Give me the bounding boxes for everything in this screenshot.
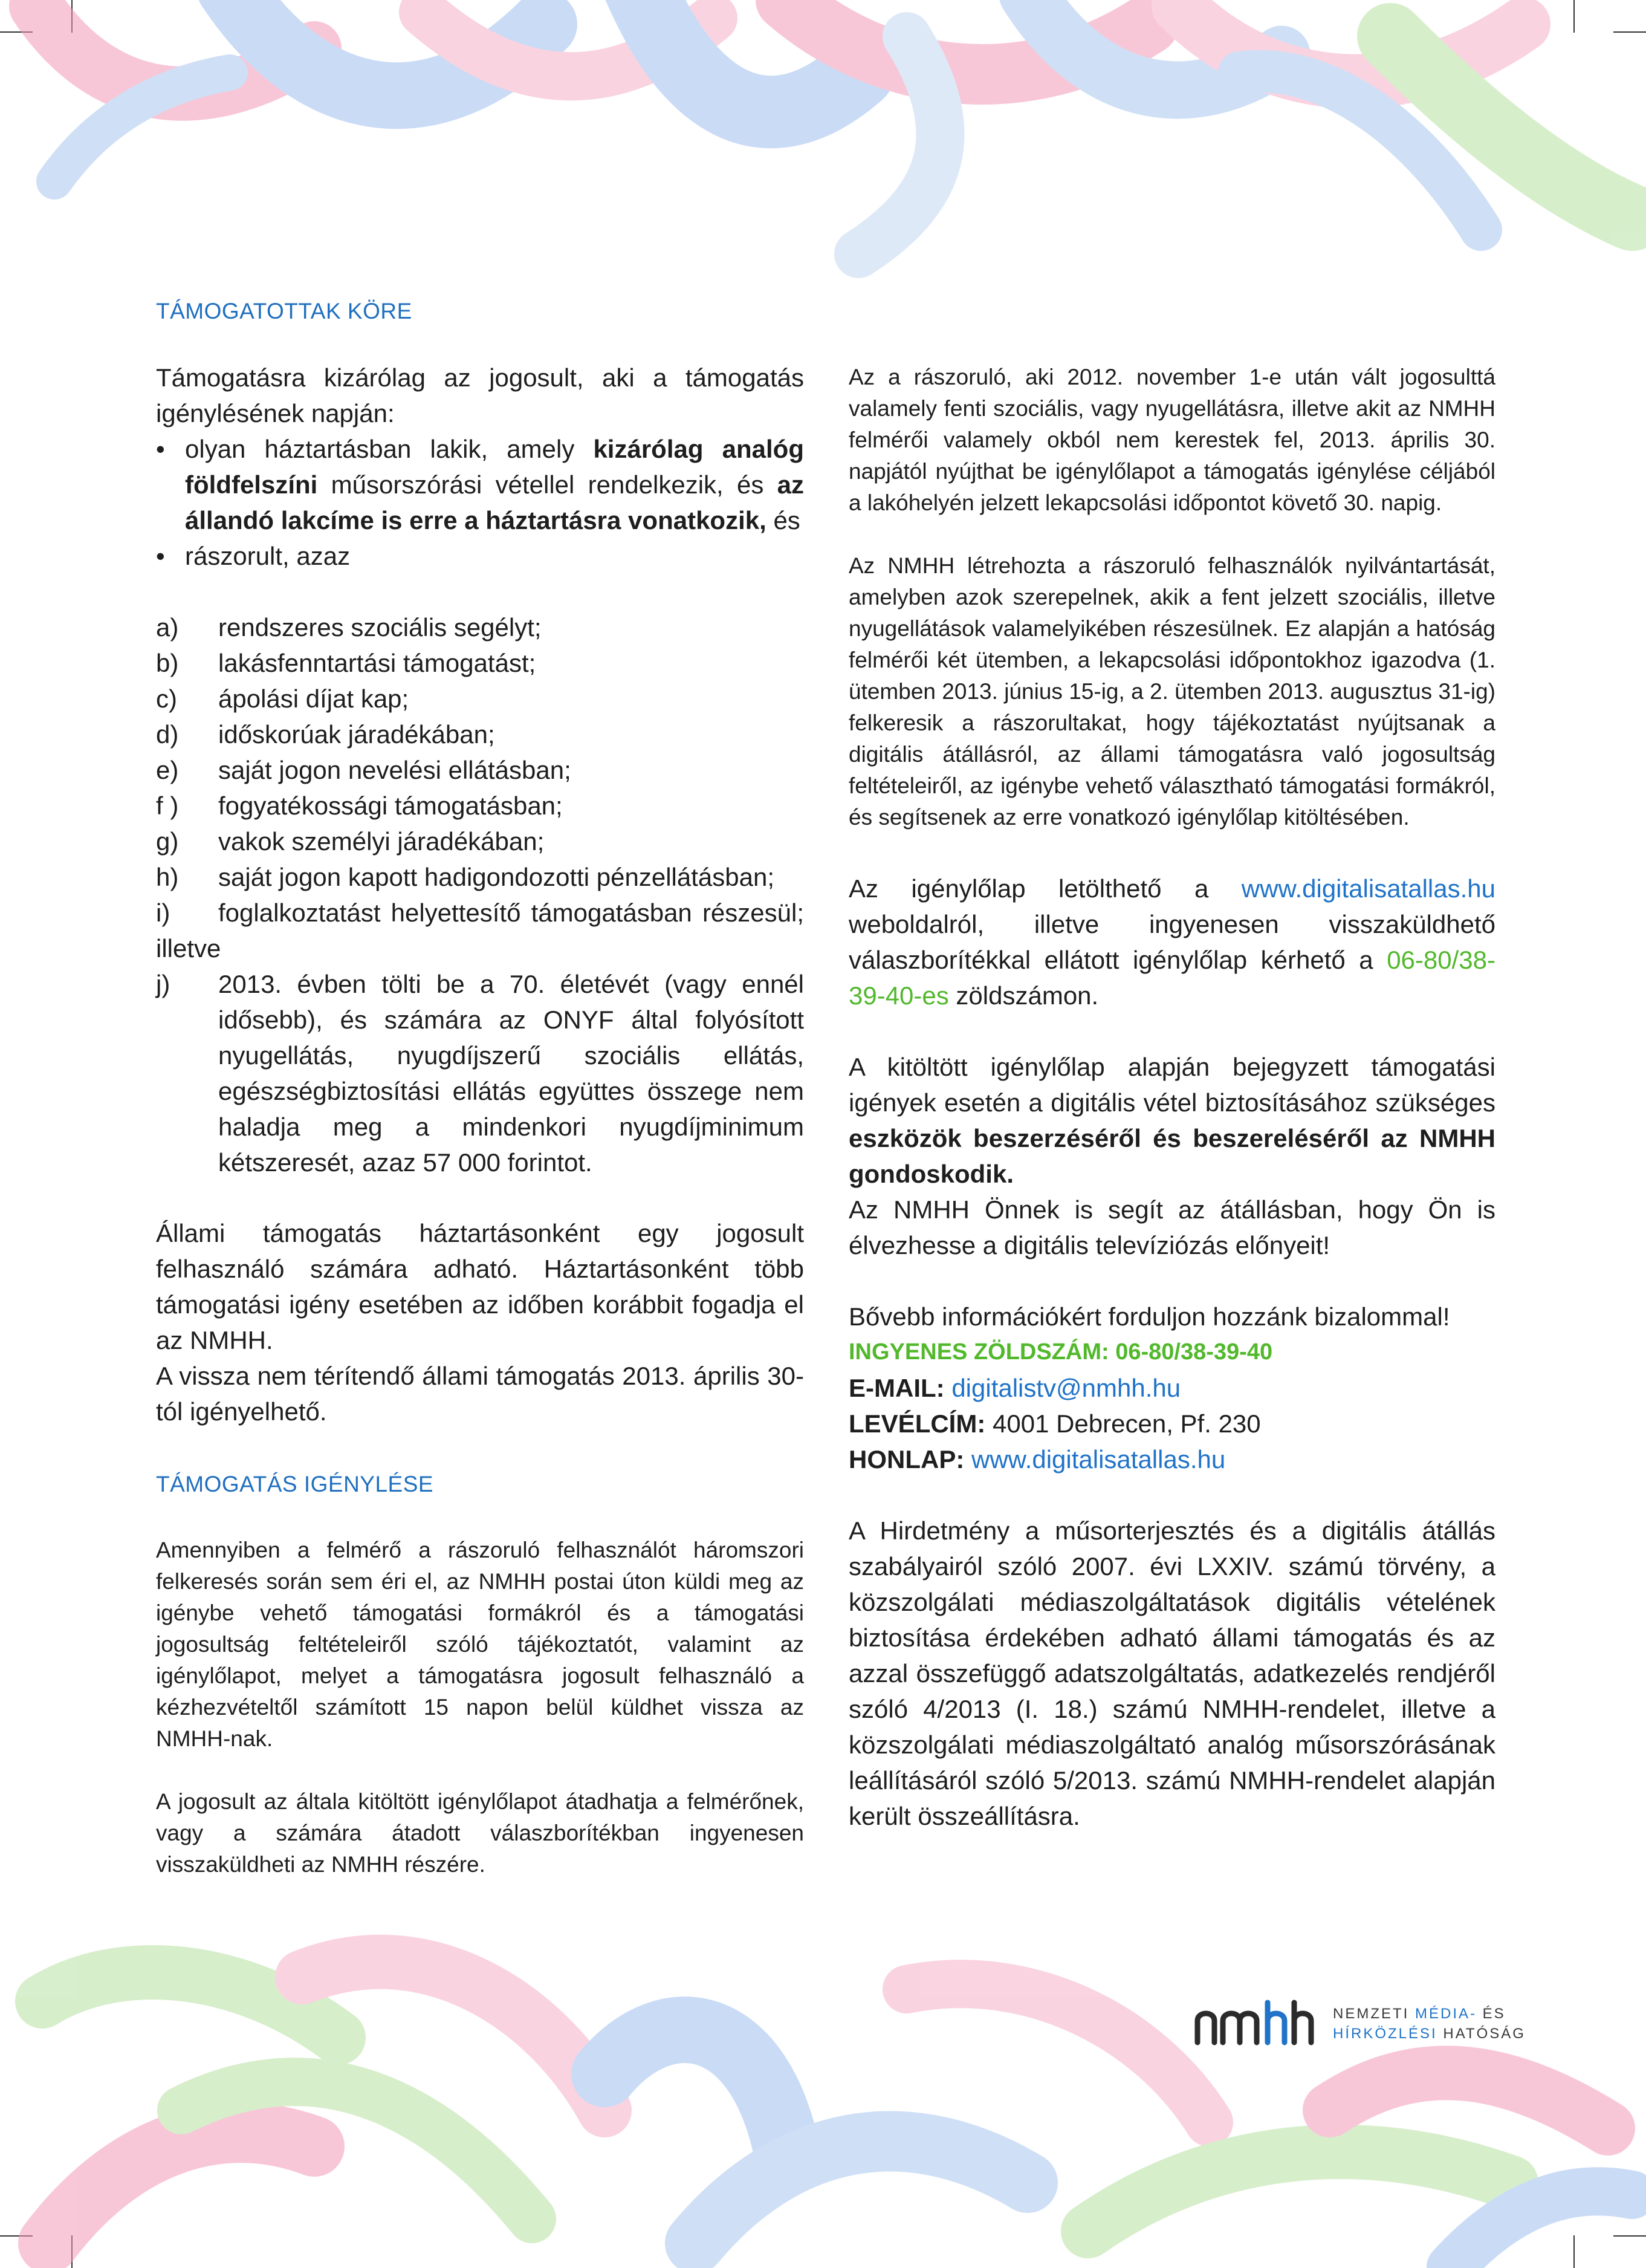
section-heading-tamogatottak: TÁMOGATOTTAK KÖRE (156, 299, 412, 323)
paragraph: A kitöltött igénylőlap alapján bejegyzett támogatási igények esetén a digitális vétel biztosításához szükséges eszközök beszerzéséről és beszereléséről az NMHH gondoskodik. (849, 1053, 1495, 1188)
list-item: b) lakásfenntartási támogatást; (156, 649, 536, 677)
paragraph: Az a rászoruló, aki 2012. november 1-e után vált jogosulttá valamely fenti szociális, vagy nyugellátásra, illetve akit az NMHH felmérői valamely okból nem kerestek fel, 2013. április 30. napjától nyújthat be igénylőlapot a támogatás igénylése céljából a lakóhelyén jelzett lekapcsolási időpontot követő 30. napig. (849, 365, 1495, 515)
paragraph: Az igénylőlap letölthető a www.digitalisatallas.hu weboldalról, illetve ingyenesen visszaküldhető válaszborítékkal ellátott igénylőlap kérhető a 06-80/38-39-40-es zöldszámon. (849, 874, 1495, 1010)
paragraph: Amennyiben a felmérő a rászoruló felhasználót háromszori felkeresés során sem éri el, az NMHH postai úton küldi meg az igénybe vehető támogatási formákról és a támogatási jogosultság feltételeiről szóló tájékoztatót, valamint az igénylőlapot, melyet a támogatásra jogosult felhasználó a kézhezvételtől számított 15 napon belül küldhet vissza az NMHH-nak. (156, 1538, 804, 1751)
right-column (849, 290, 1495, 1834)
paragraph: Az NMHH Önnek is segít az átállásban, hogy Ön is élvezhesse a digitális televíziózás előnyeit! (849, 1195, 1495, 1259)
bullet-text: rászorult, azaz (185, 542, 351, 570)
bullet-icon: • (156, 435, 165, 463)
contact-intro: Bővebb információkért forduljon hozzánk bizalommal! (849, 1302, 1450, 1331)
phone-number: 06-80/38-39-40-es (849, 946, 1495, 1010)
crop-mark (0, 2235, 33, 2237)
bullet-icon: • (156, 542, 165, 570)
list-item: d) időskorúak járadékában; (156, 720, 495, 749)
paragraph: Az NMHH létrehozta a rászoruló felhasználók nyilvántartását, amelyben azok szerepelnek, akik a fent jelzett szociális, illetve nyugellátások valamelyikében részesülnek. Ez alapján a hatóság felmérői két ütemben, a lekapcsolási időpontokhoz igazodva (1. ütemben 2013. június 15-ig, a 2. ütemben 2013. augusztus 31-ig) felkeresik a rászorultakat, hogy tájékoztatást nyújtsanak a digitális átállásról, az állami támogatásra való jogosultság feltételeiről, az igénybe vehető választható támogatási formákról, és segítsenek az erre vonatkozó igénylőlap kitöltésében. (849, 553, 1495, 830)
website-link[interactable]: www.digitalisatallas.hu (971, 1445, 1226, 1474)
crop-mark (1573, 2235, 1575, 2268)
intro-paragraph: Támogatásra kizárólag az jogosult, aki a támogatás igénylésének napján: (156, 363, 804, 427)
website-link[interactable]: www.digitalisatallas.hu (1241, 874, 1495, 903)
email-link[interactable]: digitalistv@nmhh.hu (951, 1374, 1181, 1402)
nmhh-logo (1193, 1999, 1526, 2047)
contact-email: E-MAIL: digitalistv@nmhh.hu (849, 1374, 1181, 1402)
crop-mark (0, 31, 33, 33)
top-ribbon-decoration (0, 0, 1646, 284)
list-item: i) foglalkoztatást helyettesítő támogatásban részesül; illetve (156, 898, 804, 963)
crop-mark (1613, 31, 1646, 33)
paragraph: A jogosult az általa kitöltött igénylőlapot átadhatja a felmérőnek, vagy a számára átadott válaszborítékban ingyenesen visszaküldheti az NMHH részére. (156, 1789, 804, 1877)
list-item: h) saját jogon kapott hadigondozotti pénzellátásban; (156, 863, 775, 891)
contact-web: HONLAP: www.digitalisatallas.hu (849, 1445, 1226, 1474)
crop-mark (1613, 2235, 1646, 2237)
list-item: f ) fogyatékossági támogatásban; (156, 791, 563, 820)
list-item: c) ápolási díjat kap; (156, 684, 409, 713)
list-item: e) saját jogon nevelési ellátásban; (156, 756, 571, 784)
bullet-text: olyan háztartásban lakik, amely kizárólag analóg földfelszíni műsorszórási vétellel rendelkezik, és az állandó lakcíme is erre a háztartásra vonatkozik, és (185, 435, 804, 535)
contact-post: LEVÉLCÍM: 4001 Debrecen, Pf. 230 (849, 1409, 1261, 1438)
bullet-item (156, 431, 804, 538)
logo-text: NEMZETI MÉDIA- ÉS HÍRKÖZLÉSI HATÓSÁG (1333, 2006, 1526, 2042)
legal-paragraph: A Hirdetmény a műsorterjesztés és a digitális átállás szabályairól szóló 2007. évi LXXIV. számú törvény, a közszolgálati médiaszolgáltatások digitális vételének biztosítása érdekében adható állami támogatás és az azzal összefüggő adatszolgáltatás, adatkezelés rendjéről szóló 4/2013 (I. 18.) számú NMHH-rendelet, illetve a közszolgálati médiaszolgáltató analóg műsorszórásának leállításáról szóló 5/2013. számú NMHH-rendelet alapján került összeállításra. (849, 1516, 1495, 1830)
crop-mark (71, 0, 73, 33)
list-item: g) vakok személyi járadékában; (156, 827, 545, 856)
bullet-item (156, 538, 804, 574)
bottom-ribbon-decoration (0, 1929, 1646, 2268)
support-type-list (156, 609, 804, 1180)
contact-block (849, 1299, 1495, 1477)
nmhh-logo-mark (1193, 1999, 1326, 2047)
crop-mark (71, 2235, 73, 2268)
crop-mark (1573, 0, 1575, 33)
list-item: j) 2013. évben tölti be a 70. életévét (vagy ennél idősebb), és számára az ONYF által folyósított nyugellátás, nyugdíjszerű szociális ellátás, egészségbiztosítási ellátás együttes összege nem haladja meg a mindenkori nyugdíjminimum kétszeresét, azaz 57 000 forintot. (156, 970, 804, 1177)
contact-phone: INGYENES ZÖLDSZÁM: 06-80/38-39-40 (849, 1339, 1273, 1365)
left-column (156, 290, 804, 1880)
paragraph: Állami támogatás háztartásonként egy jogosult felhasználó számára adható. Háztartásonként több támogatási igény esetében az időben korábbit fogadja el az NMHH. (156, 1219, 804, 1354)
list-item: a) rendszeres szociális segélyt; (156, 613, 542, 642)
paragraph: A vissza nem térítendő állami támogatás 2013. április 30-tól igényelhető. (156, 1362, 804, 1426)
section-heading-igenyles: TÁMOGATÁS IGÉNYLÉSE (156, 1472, 434, 1496)
